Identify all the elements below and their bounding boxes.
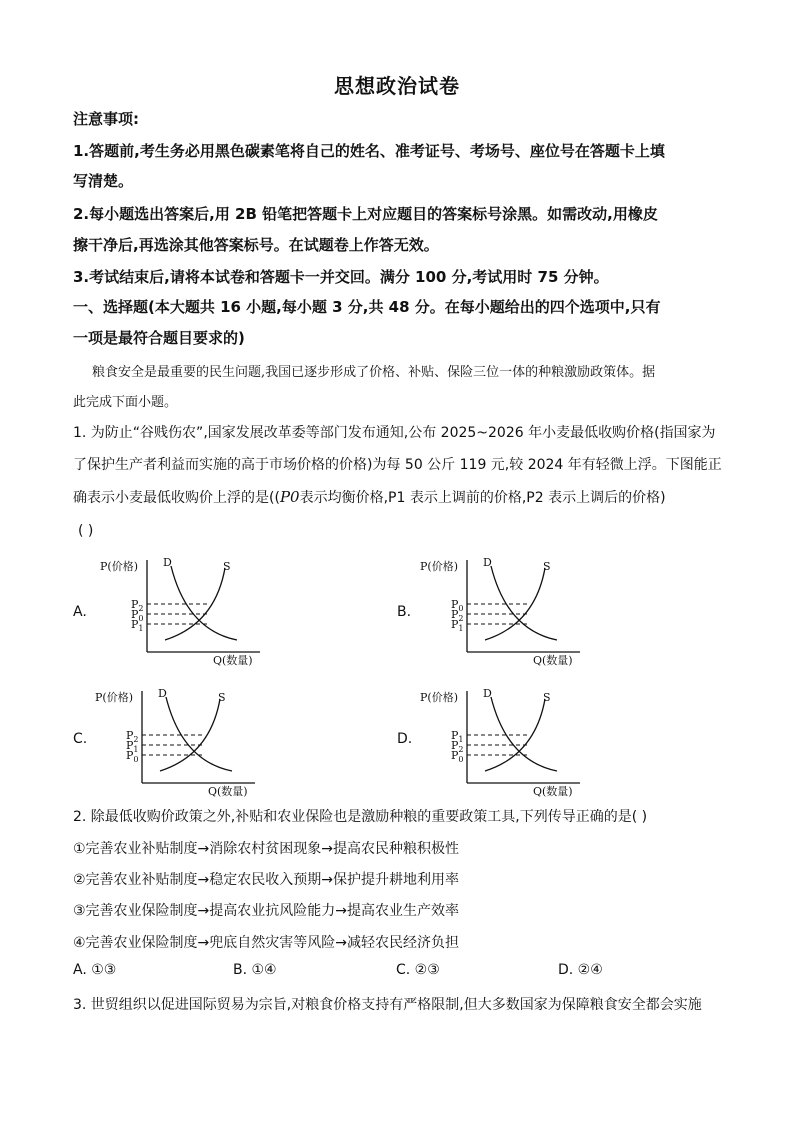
y-axis-label: P(价格) [420,691,458,704]
y-axis-label: P(价格) [420,560,458,573]
notice-item-1-line-2: 写清楚。 [73,172,134,190]
q1-chart-c [90,683,280,802]
q1-stem-line-1: 1. 为防止“谷贱伤农”,国家发展改革委等部门发布通知,公布 2025~2026 年小麦最低收购价格(指国家为 [73,425,716,441]
supply-demand-diagram [95,552,285,667]
q1-chart-a [95,552,285,671]
supply-curve [485,699,545,771]
q1-option-d-label[interactable]: D. [397,731,413,747]
notice-item-2-line-1: 2.每小题选出答案后,用 2B 铅笔把答题卡上对应题目的答案标号涂黑。如需改动,用橡皮 [73,205,658,223]
x-axis-label: Q(数量) [208,785,248,798]
demand-curve [491,697,557,771]
q2-item-4: ④完善农业保险制度→兜底自然灾害等风险→减轻农民经济负担 [73,935,460,951]
price-label: $P_2$ [451,608,464,623]
demand-label: D [483,556,492,569]
demand-label: D [483,687,492,700]
q2-item-3: ③完善农业保险制度→提高农业抗风险能力→提高农业生产效率 [73,903,460,919]
notice-item-2-line-2: 擦干净后,再选涂其他答案标号。在试题卷上作答无效。 [73,236,439,254]
supply-demand-diagram [90,683,280,798]
section-1-heading-line-2: 一项是最符合题目要求的) [73,329,245,347]
supply-demand-diagram [415,552,605,667]
x-axis-label: Q(数量) [213,654,253,667]
supply-demand-diagram [415,683,605,798]
y-axis-label: P(价格) [100,560,138,573]
price-label: $P_0$ [451,598,464,613]
material-line-2: 此完成下面小题。 [73,395,178,410]
demand-label: D [158,687,167,700]
supply-label: S [223,560,231,573]
q2-stem: 2. 除最低收购价政策之外,补贴和农业保险也是激励种粮的重要政策工具,下列传导正确的是( ) [73,809,648,825]
supply-label: S [218,691,226,704]
q2-option-a[interactable]: A. ①③ [73,962,117,978]
demand-label: D [163,556,172,569]
q1-chart-b [415,552,605,671]
q1-stem-line-2: 了保护生产者利益而实施的高于市场价格的价格)为每 50 公斤 119 元,较 2024 年有轻微上浮。下图能正 [73,457,722,473]
p0-symbol: P0 [279,488,300,506]
price-label: $P_2$ [126,729,139,744]
notice-item-1-line-1: 1.答题前,考生务必用黑色碳素笔将自己的姓名、准考证号、考场号、座位号在答题卡上填 [73,142,665,160]
demand-curve [491,566,557,640]
notice-heading: 注意事项: [73,110,139,128]
q2-option-d[interactable]: D. ②④ [558,962,603,978]
price-label: $P_2$ [131,598,144,613]
q3-stem-line-1: 3. 世贸组织以促进国际贸易为宗旨,对粮食价格支持有严格限制,但大多数国家为保障粮食安全都会实施 [73,997,702,1013]
q1-chart-d [415,683,605,802]
q1-option-b-label[interactable]: B. [397,604,412,620]
supply-curve [160,699,220,771]
y-axis-label: P(价格) [95,691,133,704]
supply-label: S [543,691,551,704]
x-axis-label: Q(数量) [533,654,573,667]
q1-answer-blank: ( ) [78,523,94,539]
price-label: $P_0$ [126,749,139,764]
price-label: $P_1$ [126,739,139,754]
notice-item-3: 3.考试结束后,请将本试卷和答题卡一并交回。满分 100 分,考试用时 75 分钟。 [73,268,609,286]
demand-curve [166,697,232,771]
price-label: $P_1$ [451,729,464,744]
supply-curve [165,568,225,640]
q2-item-2: ②完善农业补贴制度→稳定农民收入预期→保护提升耕地利用率 [73,872,460,888]
price-label: $P_2$ [451,739,464,754]
q1-stem-line-3b: 表示均衡价格,P1 表示上调前的价格,P2 表示上调后的价格) [299,490,666,506]
q1-stem-line-3a: 确表示小麦最低收购价上浮的是(( [73,490,280,506]
q2-option-b[interactable]: B. ①④ [233,962,277,978]
q1-option-a-label[interactable]: A. [73,604,87,620]
x-axis-label: Q(数量) [533,785,573,798]
q2-option-c[interactable]: C. ②③ [396,962,440,978]
price-label: $P_1$ [131,618,144,633]
demand-curve [171,566,237,640]
material-line-1: 粮食安全是最重要的民生问题,我国已逐步形成了价格、补贴、保险三位一体的种粮激励政策体。据 [92,365,656,380]
page-title: 思想政治试卷 [334,74,460,98]
q1-option-c-label[interactable]: C. [73,731,88,747]
q2-item-1: ①完善农业补贴制度→消除农村贫困现象→提高农民种粮积极性 [73,841,460,857]
price-label: $P_1$ [451,618,464,633]
price-label: $P_0$ [451,749,464,764]
q1-stem-line-3 [73,487,666,507]
supply-label: S [543,560,551,573]
price-label: $P_0$ [131,608,144,623]
supply-curve [485,568,545,640]
section-1-heading-line-1: 一、选择题(本大题共 16 小题,每小题 3 分,共 48 分。在每小题给出的四个选项中,只有 [73,298,661,316]
